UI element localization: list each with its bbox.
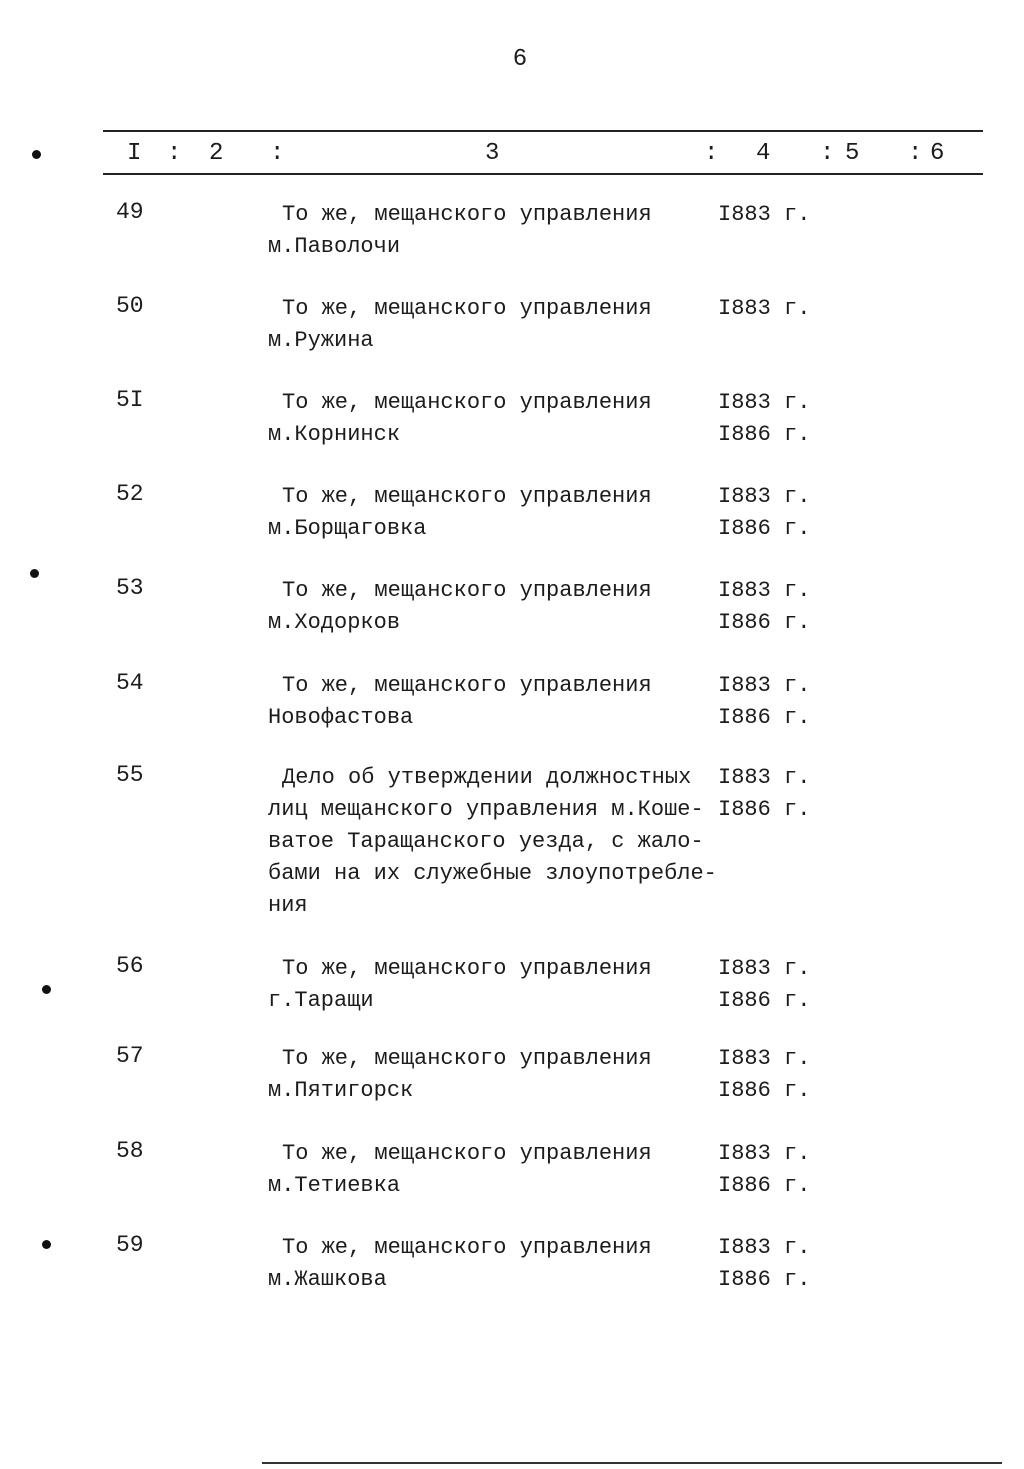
row-years xyxy=(718,575,810,639)
row-years xyxy=(718,1043,810,1107)
description-line: То же, мещанского управления xyxy=(282,296,652,321)
year-entry: I886 г. xyxy=(718,516,811,541)
row-years xyxy=(718,199,810,231)
year-entry: I883 г. xyxy=(718,296,811,321)
header-col-6: 6 xyxy=(930,140,945,167)
description-line: То же, мещанского управления xyxy=(282,484,652,509)
year-entry: I883 г. xyxy=(718,956,811,981)
row-number: 50 xyxy=(116,293,144,319)
year-entry: I886 г. xyxy=(718,1078,811,1103)
header-separator: : xyxy=(167,140,182,167)
row-description xyxy=(268,387,718,451)
punch-hole-mark xyxy=(42,985,51,994)
description-line: м.Борщаговка xyxy=(268,516,427,541)
row-years xyxy=(718,670,810,734)
description-line: То же, мещанского управления xyxy=(282,578,652,603)
year-entry: I883 г. xyxy=(718,1141,811,1166)
row-description xyxy=(268,762,718,922)
row-number: 56 xyxy=(116,953,144,979)
row-description xyxy=(268,1232,718,1296)
description-line: То же, мещанского управления xyxy=(282,1046,652,1071)
header-col-1: I xyxy=(127,140,142,167)
year-entry: I886 г. xyxy=(718,797,811,822)
row-description xyxy=(268,670,718,734)
year-entry: I883 г. xyxy=(718,765,811,790)
header-col-3: 3 xyxy=(485,140,500,167)
description-line: ния xyxy=(268,893,308,918)
table-header-rule xyxy=(103,173,983,175)
row-years xyxy=(718,1232,810,1296)
description-line: м.Жашкова xyxy=(268,1267,387,1292)
row-description xyxy=(268,293,718,357)
row-years xyxy=(718,1138,810,1202)
year-entry: I883 г. xyxy=(718,578,811,603)
year-entry: I883 г. xyxy=(718,390,811,415)
header-col-5: 5 xyxy=(845,140,860,167)
row-number: 57 xyxy=(116,1043,144,1069)
description-line: То же, мещанского управления xyxy=(282,202,652,227)
description-line: м.Пятигорск xyxy=(268,1078,414,1103)
description-line: лиц мещанского управления м.Коше- xyxy=(268,797,704,822)
year-entry: I886 г. xyxy=(718,610,811,635)
row-description xyxy=(268,199,718,263)
row-number: 53 xyxy=(116,575,144,601)
row-number: 52 xyxy=(116,481,144,507)
year-entry: I886 г. xyxy=(718,1173,811,1198)
row-description xyxy=(268,575,718,639)
description-line: м.Паволочи xyxy=(268,234,401,259)
year-entry: I883 г. xyxy=(718,484,811,509)
year-entry: I886 г. xyxy=(718,705,811,730)
punch-hole-mark xyxy=(32,150,41,159)
description-line: бами на их служебные злоупотребле- xyxy=(268,861,717,886)
description-line: м.Ходорков xyxy=(268,610,401,635)
row-number: 58 xyxy=(116,1138,144,1164)
description-line: То же, мещанского управления xyxy=(282,956,652,981)
header-col-2: 2 xyxy=(209,140,224,167)
description-line: г.Таращи xyxy=(268,988,374,1013)
bottom-rule xyxy=(262,1462,1002,1464)
row-number: 49 xyxy=(116,199,144,225)
row-years xyxy=(718,953,810,1017)
description-line: м.Тетиевка xyxy=(268,1173,401,1198)
row-description xyxy=(268,953,718,1017)
year-entry: I883 г. xyxy=(718,1235,811,1260)
year-entry: I883 г. xyxy=(718,673,811,698)
row-years xyxy=(718,387,810,451)
row-number: 54 xyxy=(116,670,144,696)
row-description xyxy=(268,481,718,545)
year-entry: I886 г. xyxy=(718,422,811,447)
year-entry: I886 г. xyxy=(718,1267,811,1292)
year-entry: I886 г. xyxy=(718,988,811,1013)
row-number: 55 xyxy=(116,762,144,788)
header-col-4: 4 xyxy=(756,140,771,167)
punch-hole-mark xyxy=(42,1240,51,1249)
year-entry: I883 г. xyxy=(718,202,811,227)
header-separator: : xyxy=(704,140,719,167)
description-line: То же, мещанского управления xyxy=(282,673,652,698)
description-line: ватое Таращанского уезда, с жало- xyxy=(268,829,704,854)
header-separator: : xyxy=(270,140,285,167)
table-top-rule xyxy=(103,130,983,132)
row-years xyxy=(718,762,810,826)
row-years xyxy=(718,481,810,545)
punch-hole-mark xyxy=(30,569,39,578)
page-number: 6 xyxy=(512,46,528,73)
header-separator: : xyxy=(820,140,835,167)
description-line: м.Ружина xyxy=(268,328,374,353)
description-line: м.Корнинск xyxy=(268,422,401,447)
row-number: 59 xyxy=(116,1232,144,1258)
header-separator: : xyxy=(908,140,923,167)
description-line: То же, мещанского управления xyxy=(282,1235,652,1260)
year-entry: I883 г. xyxy=(718,1046,811,1071)
description-line: Дело об утверждении должностных xyxy=(282,765,692,790)
description-line: Новофастова xyxy=(268,705,414,730)
row-years xyxy=(718,293,810,325)
row-description xyxy=(268,1138,718,1202)
row-description xyxy=(268,1043,718,1107)
row-number: 5I xyxy=(116,387,144,413)
description-line: То же, мещанского управления xyxy=(282,1141,652,1166)
description-line: То же, мещанского управления xyxy=(282,390,652,415)
